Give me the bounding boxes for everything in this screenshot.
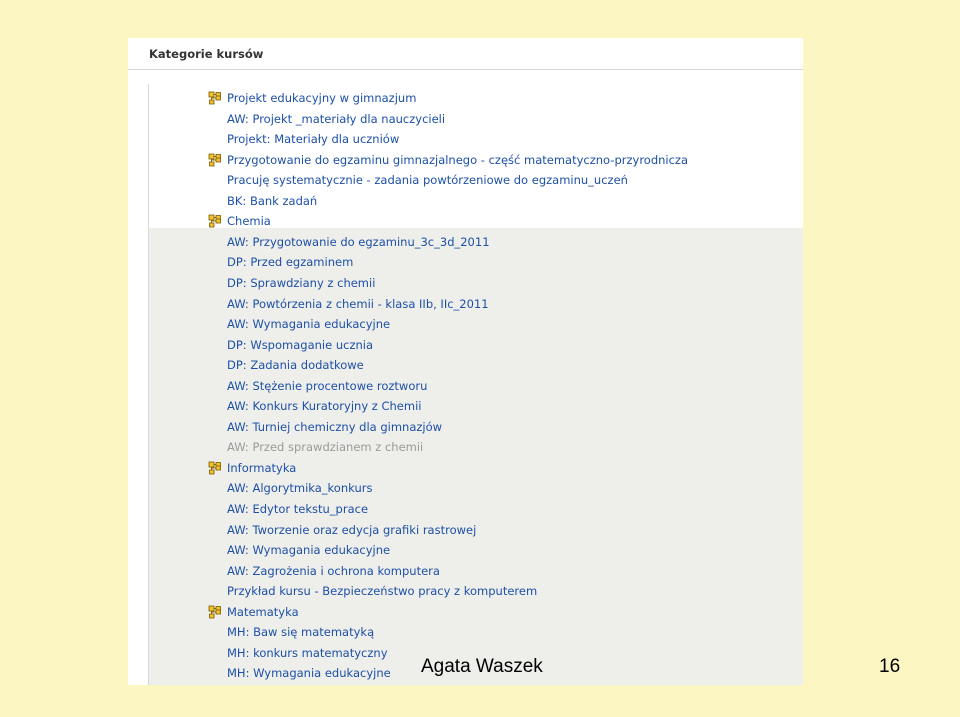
- course-categories-panel: [128, 38, 803, 685]
- category-link[interactable]: Przygotowanie do egzaminu gimnazjalnego - część matematyczno-przyrodnicza: [227, 152, 689, 167]
- course-row: [128, 540, 803, 560]
- course-row: [128, 478, 803, 498]
- course-row: [128, 273, 803, 293]
- page-number: 16: [879, 656, 901, 677]
- course-row: [128, 109, 803, 129]
- course-link[interactable]: Projekt: Materiały dla uczniów: [227, 132, 400, 147]
- course-row: [128, 252, 803, 272]
- course-row: [128, 561, 803, 581]
- course-link[interactable]: AW: Tworzenie oraz edycja grafiki rastrowej: [227, 522, 477, 537]
- course-link[interactable]: DP: Zadania dodatkowe: [227, 358, 364, 373]
- course-link[interactable]: BK: Bank zadań: [227, 193, 318, 208]
- course-row: [128, 581, 803, 601]
- category-link[interactable]: Projekt edukacyjny w gimnazjum: [227, 91, 417, 105]
- course-link[interactable]: AW: Stężenie procentowe roztworu: [227, 378, 428, 393]
- panel-title: Kategorie kursów: [149, 47, 264, 61]
- footer-author: Agata Waszek: [421, 656, 543, 677]
- course-row: [128, 170, 803, 190]
- course-link[interactable]: AW: Algorytmika_konkurs: [227, 481, 373, 496]
- category-link[interactable]: Matematyka: [227, 604, 299, 619]
- course-link[interactable]: DP: Wspomaganie ucznia: [227, 337, 374, 352]
- category-tree-icon: [208, 460, 222, 474]
- course-link[interactable]: AW: Konkurs Kuratoryjny z Chemii: [227, 399, 422, 414]
- course-link[interactable]: MH: Wymagania edukacyjne: [227, 666, 391, 681]
- course-row: [128, 437, 803, 457]
- course-row: [128, 314, 803, 334]
- category-row: [128, 211, 803, 231]
- category-row: [128, 150, 803, 170]
- course-link[interactable]: AW: Wymagania edukacyjne: [227, 317, 391, 332]
- course-row: [128, 417, 803, 437]
- course-link[interactable]: AW: Projekt _materiały dla nauczycieli: [227, 111, 446, 126]
- course-link[interactable]: DP: Sprawdziany z chemii: [227, 275, 376, 290]
- course-row: [128, 376, 803, 396]
- course-link[interactable]: Przykład kursu - Bezpieczeństwo pracy z komputerem: [227, 584, 538, 599]
- category-row: [128, 602, 803, 622]
- course-link[interactable]: AW: Wymagania edukacyjne: [227, 543, 391, 558]
- category-tree-icon: [208, 213, 222, 227]
- panel-header: [128, 38, 803, 70]
- category-link[interactable]: Informatyka: [227, 460, 297, 475]
- course-link[interactable]: MH: konkurs matematyczny: [227, 645, 388, 660]
- course-row: [128, 191, 803, 211]
- course-link[interactable]: AW: Powtórzenia z chemii - klasa IIb, IIc_2011: [227, 296, 489, 311]
- course-link[interactable]: DP: Przed egzaminem: [227, 255, 354, 270]
- category-link[interactable]: Chemia: [227, 214, 271, 229]
- course-link[interactable]: MH: Baw się matematyką: [227, 625, 375, 640]
- course-row: [128, 396, 803, 416]
- course-link[interactable]: AW: Edytor tekstu_prace: [227, 502, 369, 516]
- category-tree-icon: [208, 152, 222, 166]
- course-link[interactable]: Pracuję systematycznie - zadania powtórzeniowe do egzaminu_uczeń: [227, 173, 628, 188]
- course-row: [128, 294, 803, 314]
- course-row: [128, 355, 803, 375]
- course-row: [128, 520, 803, 540]
- course-link[interactable]: AW: Przygotowanie do egzaminu_3c_3d_2011: [227, 234, 490, 249]
- category-row: [128, 88, 803, 108]
- course-link[interactable]: AW: Turniej chemiczny dla gimnazjów: [227, 419, 443, 434]
- course-link[interactable]: AW: Zagrożenia i ochrona komputera: [227, 563, 440, 578]
- category-tree-icon: [208, 90, 222, 104]
- category-row: [128, 458, 803, 478]
- course-row: [128, 622, 803, 642]
- category-tree-icon: [208, 604, 222, 618]
- course-row: [128, 499, 803, 519]
- course-link[interactable]: AW: Przed sprawdzianem z chemii: [227, 440, 424, 455]
- course-row: [128, 232, 803, 252]
- course-row: [128, 129, 803, 149]
- course-row: [128, 335, 803, 355]
